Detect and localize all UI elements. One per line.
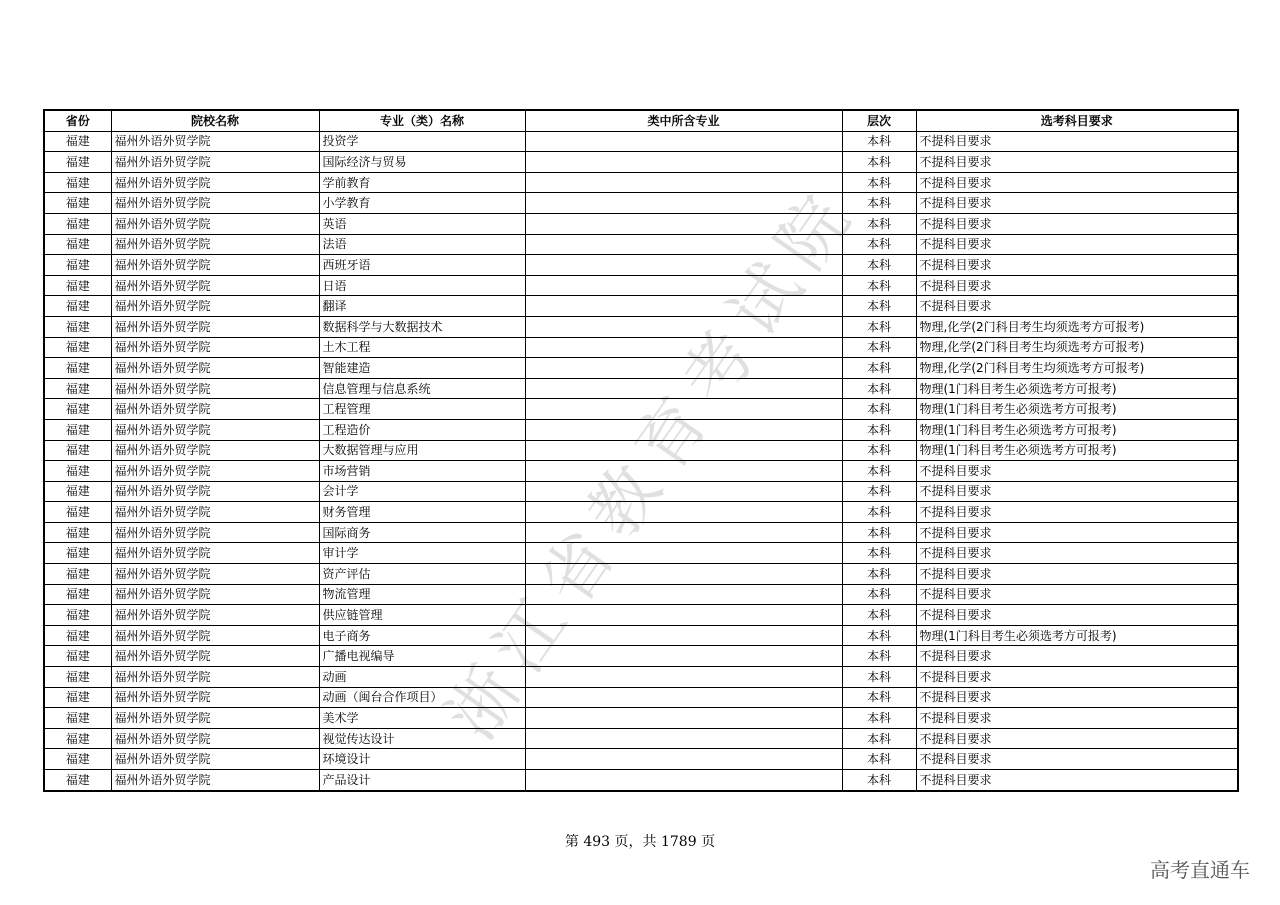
cell-level: 本科 [842, 255, 916, 276]
cell-included-majors [525, 255, 842, 276]
table-row [44, 522, 1238, 543]
cell-included-majors [525, 172, 842, 193]
cell-school: 福州外语外贸学院 [111, 687, 319, 708]
cell-school: 福州外语外贸学院 [111, 481, 319, 502]
table-row [44, 708, 1238, 729]
cell-province: 福建 [44, 316, 111, 337]
cell-included-majors [525, 296, 842, 317]
cell-major: 审计学 [319, 543, 525, 564]
cell-major: 工程造价 [319, 419, 525, 440]
cell-included-majors [525, 461, 842, 482]
cell-major: 国际商务 [319, 522, 525, 543]
cell-province: 福建 [44, 399, 111, 420]
cell-level: 本科 [842, 728, 916, 749]
cell-included-majors [525, 564, 842, 585]
cell-province: 福建 [44, 378, 111, 399]
cell-level: 本科 [842, 522, 916, 543]
cell-level: 本科 [842, 625, 916, 646]
cell-subject-requirement: 物理(1门科目考生必须选考方可报考) [916, 625, 1238, 646]
cell-province: 福建 [44, 584, 111, 605]
cell-level: 本科 [842, 316, 916, 337]
cell-level: 本科 [842, 234, 916, 255]
cell-major: 数据科学与大数据技术 [319, 316, 525, 337]
cell-school: 福州外语外贸学院 [111, 152, 319, 173]
cell-province: 福建 [44, 728, 111, 749]
cell-level: 本科 [842, 770, 916, 791]
cell-subject-requirement: 不提科目要求 [916, 152, 1238, 173]
header-included-majors: 类中所含专业 [525, 110, 842, 131]
cell-subject-requirement: 不提科目要求 [916, 543, 1238, 564]
cell-level: 本科 [842, 152, 916, 173]
cell-major: 广播电视编导 [319, 646, 525, 667]
cell-school: 福州外语外贸学院 [111, 543, 319, 564]
cell-subject-requirement: 不提科目要求 [916, 646, 1238, 667]
cell-school: 福州外语外贸学院 [111, 749, 319, 770]
cell-school: 福州外语外贸学院 [111, 234, 319, 255]
cell-subject-requirement: 物理(1门科目考生必须选考方可报考) [916, 419, 1238, 440]
cell-province: 福建 [44, 419, 111, 440]
table-row [44, 399, 1238, 420]
table-row [44, 646, 1238, 667]
cell-level: 本科 [842, 667, 916, 688]
cell-subject-requirement: 不提科目要求 [916, 564, 1238, 585]
cell-level: 本科 [842, 296, 916, 317]
cell-province: 福建 [44, 687, 111, 708]
table-row [44, 172, 1238, 193]
cell-major: 大数据管理与应用 [319, 440, 525, 461]
cell-major: 动画 [319, 667, 525, 688]
admission-table-container [43, 109, 1239, 792]
cell-subject-requirement: 不提科目要求 [916, 605, 1238, 626]
cell-major: 投资学 [319, 131, 525, 152]
cell-school: 福州外语外贸学院 [111, 667, 319, 688]
table-row [44, 749, 1238, 770]
cell-level: 本科 [842, 440, 916, 461]
cell-province: 福建 [44, 358, 111, 379]
cell-province: 福建 [44, 461, 111, 482]
cell-level: 本科 [842, 275, 916, 296]
cell-level: 本科 [842, 399, 916, 420]
cell-included-majors [525, 213, 842, 234]
cell-subject-requirement: 不提科目要求 [916, 234, 1238, 255]
cell-province: 福建 [44, 440, 111, 461]
cell-included-majors [525, 584, 842, 605]
table-row [44, 213, 1238, 234]
cell-included-majors [525, 625, 842, 646]
cell-major: 视觉传达设计 [319, 728, 525, 749]
cell-subject-requirement: 物理(1门科目考生必须选考方可报考) [916, 399, 1238, 420]
cell-major: 工程管理 [319, 399, 525, 420]
cell-major: 英语 [319, 213, 525, 234]
cell-subject-requirement: 不提科目要求 [916, 687, 1238, 708]
cell-major: 国际经济与贸易 [319, 152, 525, 173]
cell-level: 本科 [842, 481, 916, 502]
cell-subject-requirement: 不提科目要求 [916, 275, 1238, 296]
table-header-row [44, 110, 1238, 131]
cell-school: 福州外语外贸学院 [111, 770, 319, 791]
cell-province: 福建 [44, 337, 111, 358]
table-row [44, 584, 1238, 605]
cell-major: 小学教育 [319, 193, 525, 214]
cell-major: 物流管理 [319, 584, 525, 605]
cell-major: 供应链管理 [319, 605, 525, 626]
cell-included-majors [525, 502, 842, 523]
cell-major: 学前教育 [319, 172, 525, 193]
cell-major: 日语 [319, 275, 525, 296]
cell-included-majors [525, 152, 842, 173]
cell-included-majors [525, 646, 842, 667]
cell-province: 福建 [44, 502, 111, 523]
cell-included-majors [525, 275, 842, 296]
cell-level: 本科 [842, 419, 916, 440]
table-row [44, 419, 1238, 440]
cell-province: 福建 [44, 213, 111, 234]
table-row [44, 193, 1238, 214]
cell-province: 福建 [44, 543, 111, 564]
cell-province: 福建 [44, 625, 111, 646]
header-school: 院校名称 [111, 110, 319, 131]
cell-province: 福建 [44, 770, 111, 791]
cell-subject-requirement: 不提科目要求 [916, 522, 1238, 543]
brand-logo-text: 高考直通车 [1150, 858, 1250, 882]
cell-subject-requirement: 物理,化学(2门科目考生均须选考方可报考) [916, 337, 1238, 358]
cell-school: 福州外语外贸学院 [111, 378, 319, 399]
cell-school: 福州外语外贸学院 [111, 564, 319, 585]
cell-school: 福州外语外贸学院 [111, 296, 319, 317]
cell-subject-requirement: 不提科目要求 [916, 584, 1238, 605]
cell-school: 福州外语外贸学院 [111, 213, 319, 234]
cell-included-majors [525, 749, 842, 770]
cell-subject-requirement: 不提科目要求 [916, 667, 1238, 688]
cell-school: 福州外语外贸学院 [111, 358, 319, 379]
cell-subject-requirement: 不提科目要求 [916, 770, 1238, 791]
cell-school: 福州外语外贸学院 [111, 172, 319, 193]
table-row [44, 131, 1238, 152]
cell-major: 西班牙语 [319, 255, 525, 276]
cell-major: 美术学 [319, 708, 525, 729]
cell-province: 福建 [44, 255, 111, 276]
header-level: 层次 [842, 110, 916, 131]
cell-level: 本科 [842, 337, 916, 358]
cell-subject-requirement: 物理,化学(2门科目考生均须选考方可报考) [916, 358, 1238, 379]
watermark: 浙江省教育考试院 [432, 171, 874, 754]
cell-included-majors [525, 419, 842, 440]
cell-school: 福州外语外贸学院 [111, 255, 319, 276]
cell-included-majors [525, 337, 842, 358]
cell-level: 本科 [842, 564, 916, 585]
cell-level: 本科 [842, 461, 916, 482]
cell-included-majors [525, 481, 842, 502]
table-row [44, 605, 1238, 626]
cell-province: 福建 [44, 234, 111, 255]
cell-school: 福州外语外贸学院 [111, 584, 319, 605]
cell-school: 福州外语外贸学院 [111, 337, 319, 358]
cell-subject-requirement: 不提科目要求 [916, 296, 1238, 317]
cell-school: 福州外语外贸学院 [111, 419, 319, 440]
cell-school: 福州外语外贸学院 [111, 625, 319, 646]
table-row [44, 461, 1238, 482]
table-row [44, 481, 1238, 502]
cell-school: 福州外语外贸学院 [111, 708, 319, 729]
cell-level: 本科 [842, 687, 916, 708]
cell-included-majors [525, 358, 842, 379]
cell-major: 产品设计 [319, 770, 525, 791]
cell-province: 福建 [44, 605, 111, 626]
cell-level: 本科 [842, 749, 916, 770]
cell-school: 福州外语外贸学院 [111, 461, 319, 482]
cell-province: 福建 [44, 275, 111, 296]
cell-subject-requirement: 不提科目要求 [916, 461, 1238, 482]
cell-included-majors [525, 522, 842, 543]
cell-included-majors [525, 316, 842, 337]
cell-included-majors [525, 728, 842, 749]
table-row [44, 337, 1238, 358]
header-major: 专业（类）名称 [319, 110, 525, 131]
table-row [44, 564, 1238, 585]
cell-province: 福建 [44, 708, 111, 729]
cell-major: 信息管理与信息系统 [319, 378, 525, 399]
cell-major: 会计学 [319, 481, 525, 502]
cell-level: 本科 [842, 708, 916, 729]
cell-included-majors [525, 770, 842, 791]
subject-requirements-table [43, 109, 1239, 792]
cell-school: 福州外语外贸学院 [111, 316, 319, 337]
cell-level: 本科 [842, 584, 916, 605]
table-row [44, 152, 1238, 173]
cell-included-majors [525, 543, 842, 564]
cell-major: 智能建造 [319, 358, 525, 379]
cell-province: 福建 [44, 172, 111, 193]
cell-province: 福建 [44, 646, 111, 667]
table-row [44, 255, 1238, 276]
table-body [44, 131, 1238, 791]
cell-level: 本科 [842, 543, 916, 564]
cell-level: 本科 [842, 502, 916, 523]
cell-school: 福州外语外贸学院 [111, 275, 319, 296]
cell-province: 福建 [44, 749, 111, 770]
cell-subject-requirement: 不提科目要求 [916, 481, 1238, 502]
cell-included-majors [525, 687, 842, 708]
cell-province: 福建 [44, 481, 111, 502]
cell-school: 福州外语外贸学院 [111, 502, 319, 523]
table-row [44, 440, 1238, 461]
cell-province: 福建 [44, 296, 111, 317]
table-row [44, 543, 1238, 564]
table-row [44, 728, 1238, 749]
cell-level: 本科 [842, 172, 916, 193]
cell-school: 福州外语外贸学院 [111, 399, 319, 420]
table-row [44, 275, 1238, 296]
table-row [44, 358, 1238, 379]
cell-school: 福州外语外贸学院 [111, 440, 319, 461]
cell-province: 福建 [44, 131, 111, 152]
cell-subject-requirement: 不提科目要求 [916, 131, 1238, 152]
cell-level: 本科 [842, 646, 916, 667]
cell-major: 法语 [319, 234, 525, 255]
cell-major: 市场营销 [319, 461, 525, 482]
cell-subject-requirement: 不提科目要求 [916, 255, 1238, 276]
cell-school: 福州外语外贸学院 [111, 728, 319, 749]
cell-major: 动画（闽台合作项目） [319, 687, 525, 708]
table-row [44, 502, 1238, 523]
cell-school: 福州外语外贸学院 [111, 131, 319, 152]
cell-province: 福建 [44, 193, 111, 214]
cell-included-majors [525, 193, 842, 214]
cell-major: 资产评估 [319, 564, 525, 585]
cell-major: 财务管理 [319, 502, 525, 523]
cell-included-majors [525, 131, 842, 152]
table-row [44, 625, 1238, 646]
table-row [44, 234, 1238, 255]
cell-level: 本科 [842, 605, 916, 626]
cell-subject-requirement: 不提科目要求 [916, 728, 1238, 749]
cell-major: 环境设计 [319, 749, 525, 770]
cell-province: 福建 [44, 152, 111, 173]
cell-subject-requirement: 不提科目要求 [916, 749, 1238, 770]
cell-level: 本科 [842, 378, 916, 399]
cell-level: 本科 [842, 358, 916, 379]
table-row [44, 770, 1238, 791]
table-row [44, 687, 1238, 708]
cell-province: 福建 [44, 564, 111, 585]
header-province: 省份 [44, 110, 111, 131]
cell-major: 翻译 [319, 296, 525, 317]
cell-major: 土木工程 [319, 337, 525, 358]
cell-school: 福州外语外贸学院 [111, 646, 319, 667]
cell-school: 福州外语外贸学院 [111, 605, 319, 626]
cell-subject-requirement: 不提科目要求 [916, 708, 1238, 729]
cell-included-majors [525, 605, 842, 626]
cell-included-majors [525, 667, 842, 688]
table-row [44, 316, 1238, 337]
cell-subject-requirement: 不提科目要求 [916, 502, 1238, 523]
cell-subject-requirement: 物理(1门科目考生必须选考方可报考) [916, 440, 1238, 461]
table-row [44, 296, 1238, 317]
cell-subject-requirement: 不提科目要求 [916, 172, 1238, 193]
cell-school: 福州外语外贸学院 [111, 522, 319, 543]
table-row [44, 667, 1238, 688]
cell-included-majors [525, 440, 842, 461]
cell-province: 福建 [44, 667, 111, 688]
cell-level: 本科 [842, 193, 916, 214]
cell-included-majors [525, 399, 842, 420]
cell-included-majors [525, 708, 842, 729]
table-row [44, 378, 1238, 399]
cell-subject-requirement: 不提科目要求 [916, 213, 1238, 234]
cell-subject-requirement: 不提科目要求 [916, 193, 1238, 214]
page-number: 第 493 页，共 1789 页 [564, 834, 716, 850]
cell-school: 福州外语外贸学院 [111, 193, 319, 214]
cell-included-majors [525, 378, 842, 399]
header-subject-requirement: 选考科目要求 [916, 110, 1238, 131]
cell-level: 本科 [842, 131, 916, 152]
cell-subject-requirement: 物理(1门科目考生必须选考方可报考) [916, 378, 1238, 399]
cell-province: 福建 [44, 522, 111, 543]
cell-major: 电子商务 [319, 625, 525, 646]
cell-included-majors [525, 234, 842, 255]
cell-level: 本科 [842, 213, 916, 234]
cell-subject-requirement: 物理,化学(2门科目考生均须选考方可报考) [916, 316, 1238, 337]
